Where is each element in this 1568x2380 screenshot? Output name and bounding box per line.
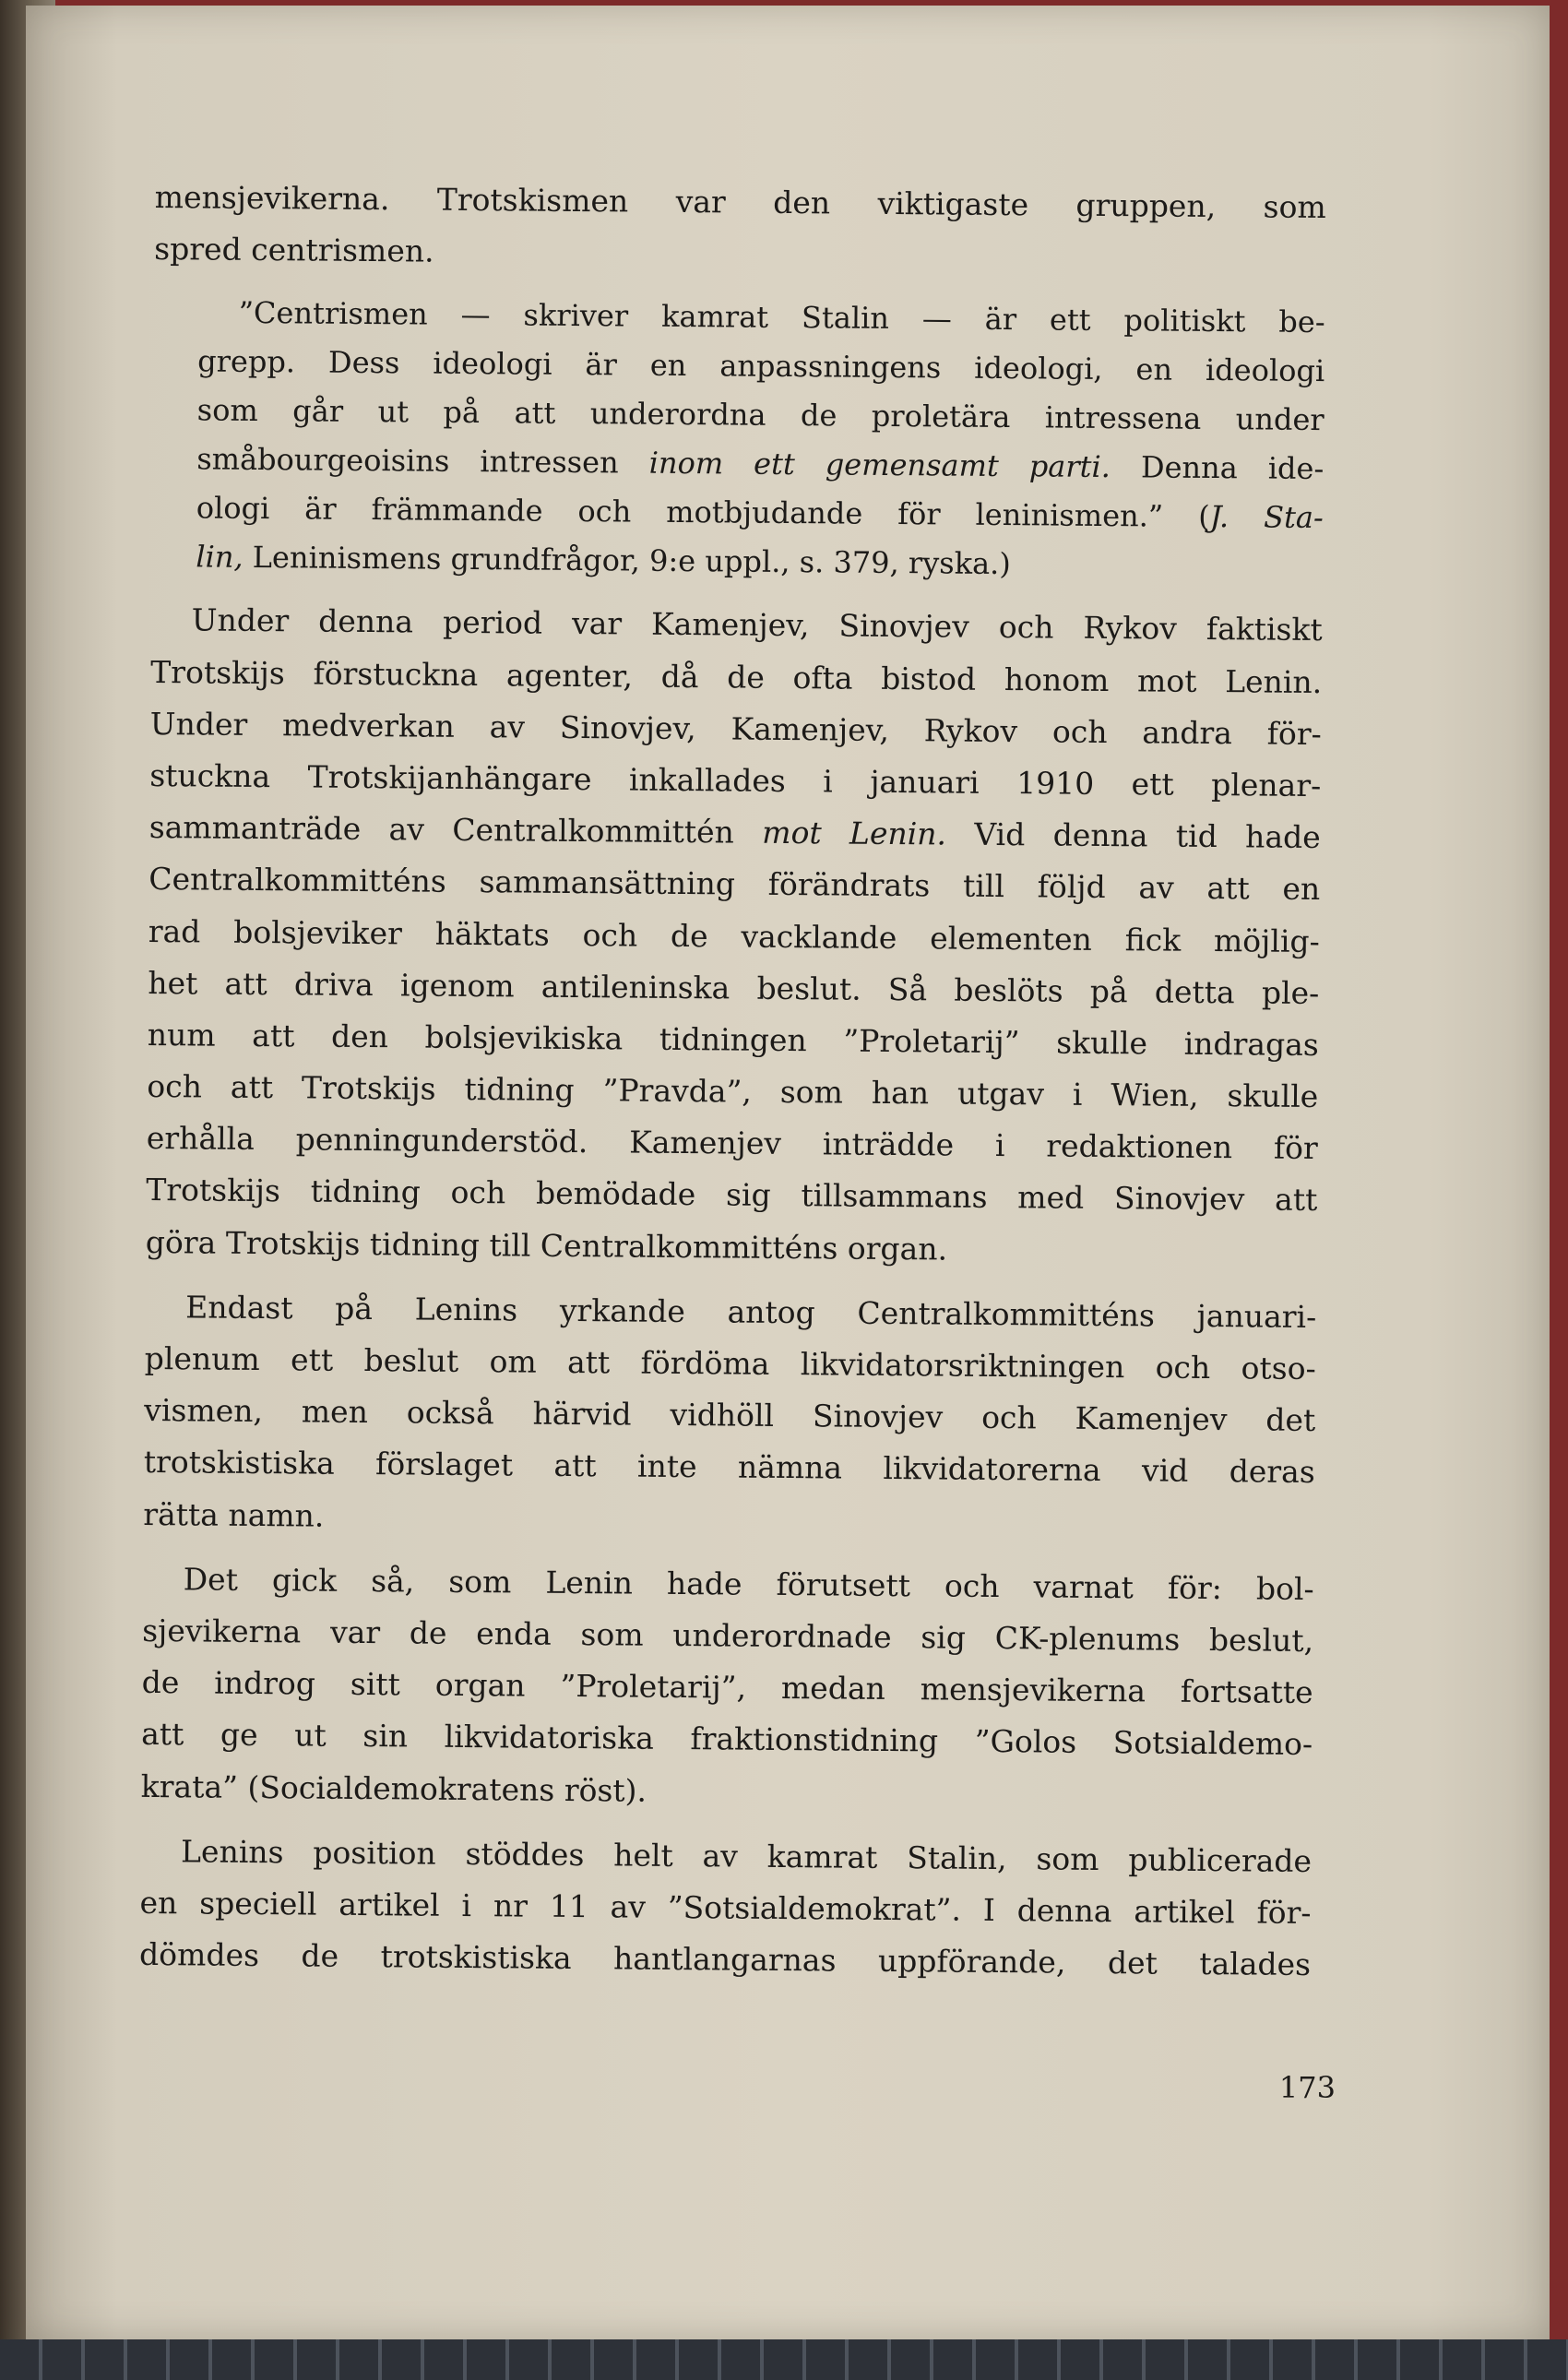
text-line: att ge ut sin likvidatoriska fraktionstidning ”Golos Sotsialdemo- — [141, 1716, 1313, 1763]
page-text — [139, 172, 1326, 1991]
text-line: vismen, men också härvid vidhöll Sinovjev och Kamenjev det — [144, 1392, 1316, 1439]
text-line: dömdes de trotskistiska hantlangarnas uppförande, det talades — [138, 1935, 1312, 1983]
text-line: småbourgeoisins intressen inom ett gemensamt parti. Denna ide- — [196, 441, 1324, 487]
text-line: Det gick så, som Lenin hade förutsett och varnat för: bol- — [183, 1561, 1314, 1607]
text-line: het att driva igenom antileninska beslut. Så beslöts på detta ple- — [148, 964, 1320, 1011]
text-line: stuckna Trotskijanhängare inkallades i januari 1910 ett plenar- — [149, 756, 1322, 803]
text-line: Endast på Lenins yrkande antog Centralkommitténs januari- — [185, 1289, 1317, 1335]
text-line: plenum ett beslut om att fördöma likvidatorsriktningen och otso- — [144, 1339, 1316, 1387]
text-line: erhålla penningunderstöd. Kamenjev inträdde i redaktionen för — [146, 1120, 1318, 1167]
page-number: 173 — [1278, 2070, 1336, 2105]
text-line: ”Centrismen — skriver kamrat Stalin — är ett politiskt be- — [238, 295, 1325, 340]
italic-text: lin, — [196, 539, 244, 576]
text-line: Trotskijs förstuckna agenter, då de ofta bistod honom mot Lenin. — [150, 653, 1323, 700]
text-line: Trotskijs tidning och bemödade sig tillsammans med Sinovjev att — [146, 1172, 1318, 1219]
book-page — [26, 6, 1550, 2339]
text-line: Lenins position stöddes helt av kamrat Stalin, som publicerade — [180, 1833, 1313, 1879]
scanner-bed-edge — [0, 2339, 1568, 2380]
text-line: mensjevikerna. Trotskismen var den viktigaste gruppen, som — [154, 178, 1326, 226]
text-line: sjevikerna var de enda som underordnade sig CK-plenums beslut, — [142, 1612, 1314, 1659]
text-line: grepp. Dess ideologi är en anpassningens ideologi, en ideologi — [197, 343, 1325, 389]
text-line: sammanträde av Centralkommittén mot Lenin. Vid denna tid hade — [148, 809, 1321, 856]
text-line: och att Trotskijs tidning ”Pravda”, som han utgav i Wien, skulle — [147, 1068, 1319, 1115]
italic-text: inom ett gemensamt parti. — [648, 446, 1111, 485]
text-line: göra Trotskijs tidning till Centralkommitténs organ. — [145, 1223, 948, 1267]
text-line: Under denna period var Kamenjev, Sinovjev och Rykov faktiskt — [191, 601, 1323, 649]
italic-text: mot Lenin. — [762, 814, 947, 852]
text-line: trotskistiska förslaget att inte nämna likvidatorerna vid deras — [143, 1444, 1315, 1491]
text-line: num att den bolsjevikiska tidningen ”Proletarij” skulle indragas — [147, 1016, 1319, 1063]
text-line: de indrog sitt organ ”Proletarij”, medan mensjevikerna fortsatte — [141, 1664, 1313, 1711]
text-line: spred centrismen. — [154, 231, 434, 269]
text-line: lin, Leninismens grundfrågor, 9:e uppl., s. 379, ryska.) — [196, 539, 1011, 582]
text-line: som går ut på att underordna de proletära intressena under — [196, 392, 1324, 438]
stalin-quote — [151, 288, 1325, 591]
text-line: krata” (Socialdemokratens röst). — [140, 1767, 647, 1809]
text-line: Centralkommitténs sammansättning förändrats till följd av att en — [148, 861, 1321, 908]
text-line: en speciell artikel i nr 11 av ”Sotsialdemokrat”. I denna artikel för- — [139, 1884, 1312, 1931]
italic-text: J. Sta- — [1209, 499, 1324, 536]
text-line: ologi är främmande och motbjudande för leninismen.” (J. Sta- — [196, 490, 1324, 536]
text-line: rad bolsjeviker häktats och de vacklande elementen fick möjlig- — [148, 912, 1320, 959]
text-line: rätta namn. — [143, 1495, 325, 1534]
text-line: Under medverkan av Sinovjev, Kamenjev, Rykov och andra för- — [149, 705, 1322, 752]
